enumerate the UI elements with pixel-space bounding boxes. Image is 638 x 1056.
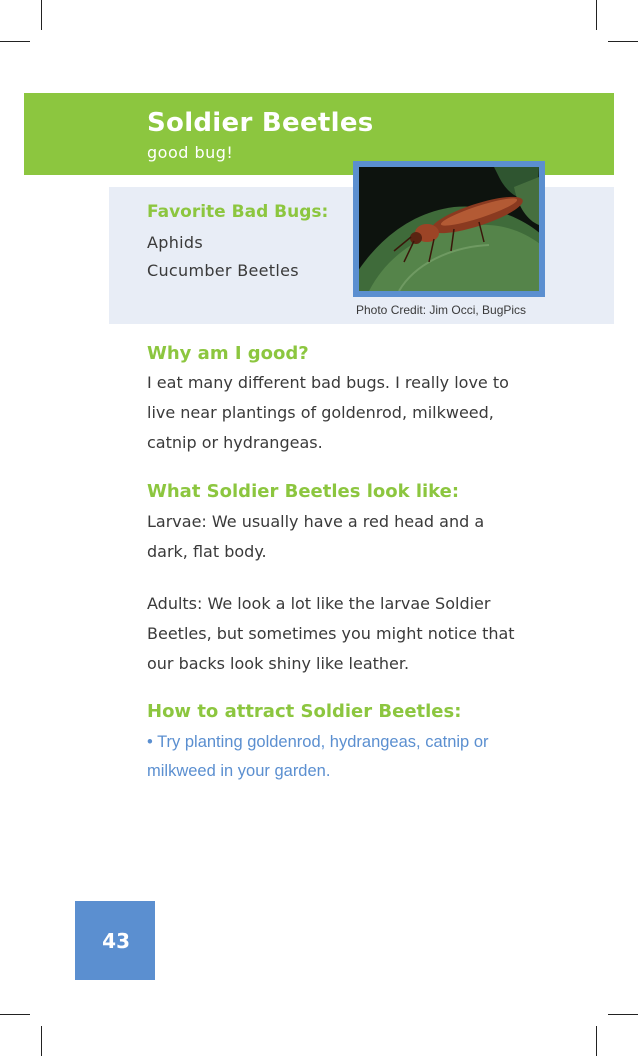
- look-like-heading: What Soldier Beetles look like:: [147, 481, 460, 502]
- why-good-paragraph: [147, 368, 547, 458]
- page-subtitle: good bug!: [147, 143, 234, 162]
- larvae-line: dark, flat body.: [147, 542, 267, 561]
- crop-mark: [608, 41, 638, 42]
- page-number: 43: [102, 929, 130, 953]
- attract-bullet-line: milkweed in your garden.: [147, 762, 331, 780]
- bad-bug-item: Cucumber Beetles: [147, 261, 299, 280]
- larvae-paragraph: [147, 507, 547, 567]
- crop-mark: [608, 1014, 638, 1015]
- crop-mark: [596, 1026, 597, 1056]
- beetle-photo: [359, 167, 539, 291]
- adults-line: our backs look shiny like leather.: [147, 654, 410, 673]
- page-number-box: [75, 901, 155, 980]
- attract-bullet: [147, 728, 547, 786]
- why-good-line: catnip or hydrangeas.: [147, 433, 323, 452]
- crop-mark: [41, 0, 42, 30]
- bad-bugs-heading: Favorite Bad Bugs:: [147, 202, 329, 222]
- crop-mark: [41, 1026, 42, 1056]
- beetle-photo-illustration: [359, 167, 539, 291]
- page-title: Soldier Beetles: [147, 108, 374, 138]
- beetle-photo-frame: [353, 161, 545, 297]
- why-good-line: I eat many different bad bugs. I really love to: [147, 373, 509, 392]
- bad-bug-item: Aphids: [147, 233, 203, 252]
- why-good-heading: Why am I good?: [147, 343, 309, 364]
- adults-line: Adults: We look a lot like the larvae Soldier: [147, 594, 491, 613]
- crop-mark: [0, 1014, 30, 1015]
- attract-heading: How to attract Soldier Beetles:: [147, 701, 462, 722]
- photo-credit: Photo Credit: Jim Occi, BugPics: [356, 303, 527, 317]
- why-good-line: live near plantings of goldenrod, milkweed,: [147, 403, 494, 422]
- attract-bullet-line: • Try planting goldenrod, hydrangeas, catnip or: [147, 733, 489, 751]
- adults-paragraph: [147, 589, 547, 679]
- crop-mark: [596, 0, 597, 30]
- crop-mark: [0, 41, 30, 42]
- adults-line: Beetles, but sometimes you might notice that: [147, 624, 515, 643]
- larvae-line: Larvae: We usually have a red head and a: [147, 512, 485, 531]
